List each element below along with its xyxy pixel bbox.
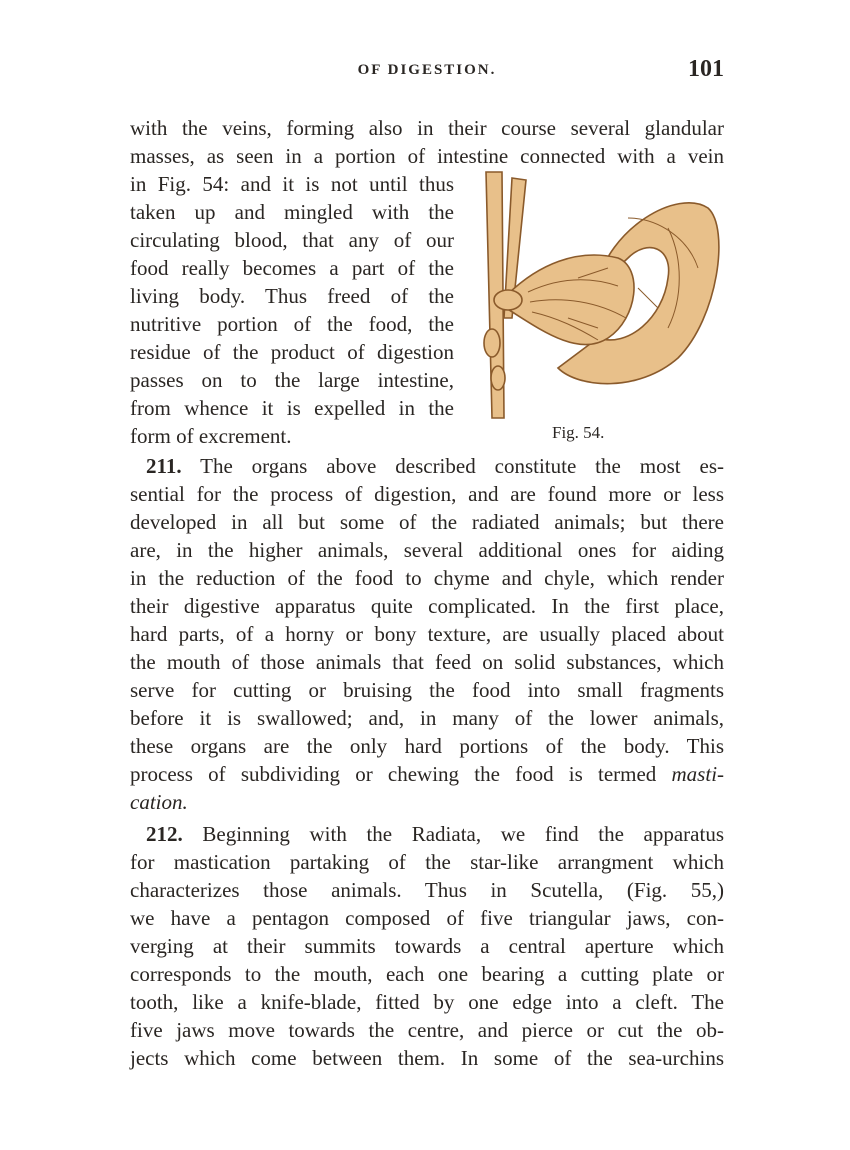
text-line: taken up and mingled with the — [130, 200, 454, 224]
text-line: with the veins, forming also in their course several glandular — [130, 116, 724, 140]
page-header — [130, 56, 724, 86]
intestine-figure — [468, 168, 730, 430]
text-line: living body. Thus freed of the — [130, 284, 454, 308]
paragraph-212-first-line — [130, 820, 724, 848]
text-line: masses, as seen in a portion of intestine connected with a vein — [130, 144, 724, 168]
text-line: for mastication partaking of the star-like arrangment which — [130, 850, 724, 874]
text-line: Beginning with the Radiata, we find the apparatus — [202, 822, 725, 846]
text-line: process of subdividing or chewing the food is termed — [130, 762, 657, 786]
italic-term: masti- — [671, 762, 725, 786]
text-line: the mouth of those animals that feed on solid substances, which — [130, 650, 724, 674]
text-line: we have a pentagon composed of five triangular jaws, con- — [130, 906, 724, 930]
text-line: form of excrement. — [130, 424, 292, 448]
text-line: in the reduction of the food to chyme and chyle, which render — [130, 566, 724, 590]
running-head: OF DIGESTION. — [357, 62, 497, 78]
text-line-with-term — [130, 760, 724, 788]
text-line: are, in the higher animals, several additional ones for aiding — [130, 538, 724, 562]
text-line: hard parts, of a horny or bony texture, are usually placed about — [130, 622, 724, 646]
italic-term-continuation — [130, 788, 188, 816]
text-line: these organs are the only hard portions of the body. This — [130, 734, 724, 758]
paragraph-211-first-line — [130, 452, 724, 480]
text-line: tooth, like a knife-blade, fitted by one edge into a cleft. The — [130, 990, 724, 1014]
text-line: developed in all but some of the radiated animals; but there — [130, 510, 724, 534]
text-line: jects which come between them. In some of the sea-urchins — [130, 1046, 724, 1070]
text-line: before it is swallowed; and, in many of the lower animals, — [130, 706, 724, 730]
italic-term: cation. — [130, 790, 188, 814]
figure-caption: Fig. 54. — [552, 423, 605, 442]
text-line: sential for the process of digestion, and are found more or less — [130, 482, 724, 506]
text-line: characterizes those animals. Thus in Scutella, (Fig. 55,) — [130, 878, 724, 902]
text-line: nutritive portion of the food, the — [130, 312, 454, 336]
mesentery — [506, 255, 634, 345]
gland — [494, 290, 522, 310]
text-line: verging at their summits towards a central aperture which — [130, 934, 724, 958]
paragraph-number: 212. — [146, 822, 183, 846]
text-line: food really becomes a part of the — [130, 256, 454, 280]
text-line: circulating blood, that any of our — [130, 228, 454, 252]
paragraph-number: 211. — [146, 454, 182, 478]
page-number: 101 — [688, 56, 724, 82]
text-line: from whence it is expelled in the — [130, 396, 454, 420]
text-line: corresponds to the mouth, each one bearing a cutting plate or — [130, 962, 724, 986]
text-line: serve for cutting or bruising the food into small fragments — [130, 678, 724, 702]
text-line: The organs above described constitute the most es- — [200, 454, 724, 478]
text-line: residue of the product of digestion — [130, 340, 454, 364]
gland — [484, 329, 500, 357]
text-line: in Fig. 54: and it is not until thus — [130, 172, 454, 196]
gland — [491, 366, 505, 390]
text-line: passes on to the large intestine, — [130, 368, 454, 392]
text-line: five jaws move towards the centre, and pierce or cut the ob- — [130, 1018, 724, 1042]
text-line: their digestive apparatus quite complicated. In the first place, — [130, 594, 724, 618]
